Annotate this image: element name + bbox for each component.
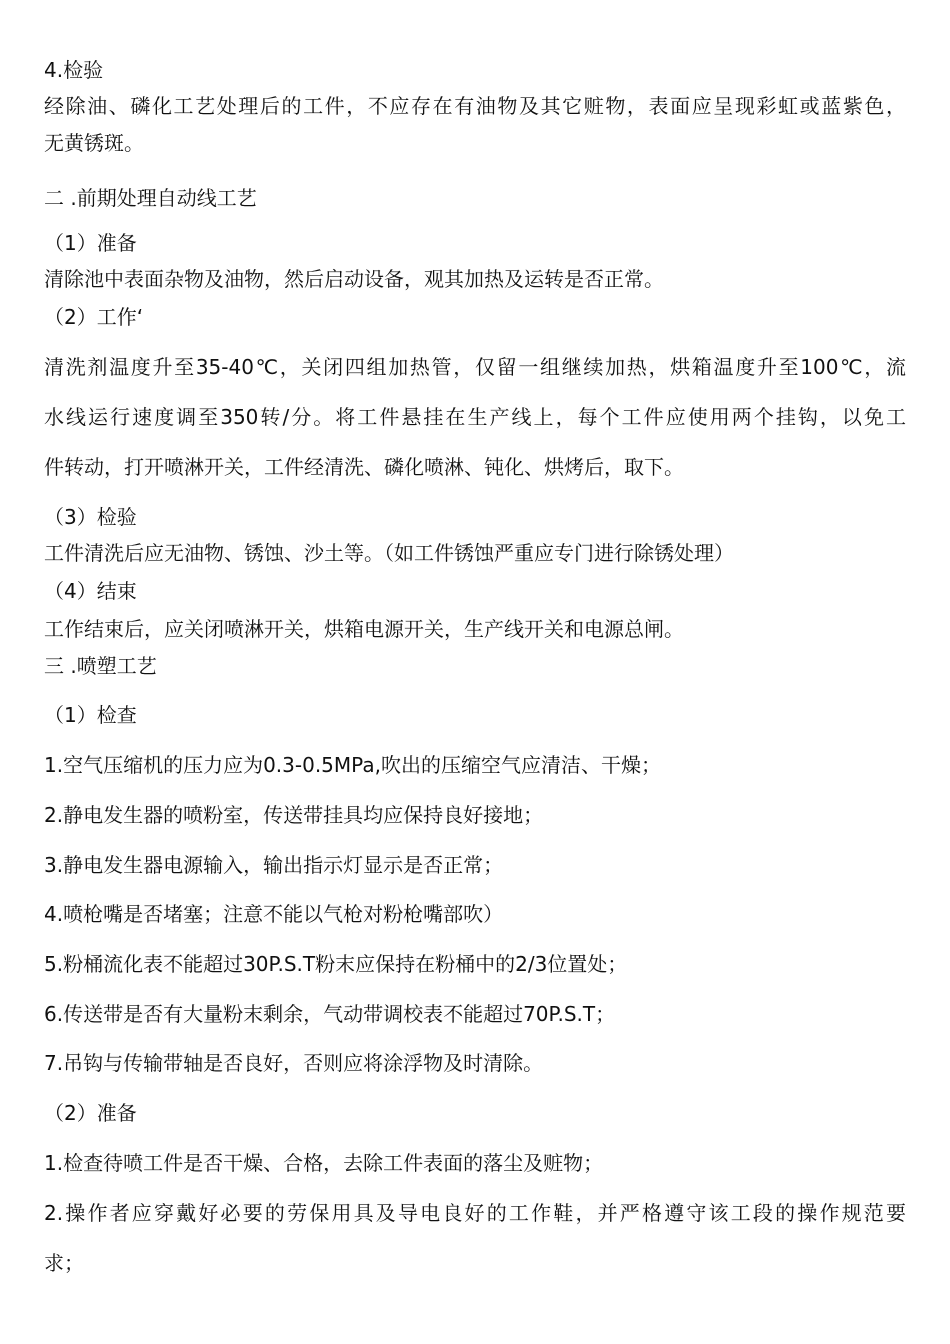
section-heading-spray: 三 .喷塑工艺	[44, 654, 157, 678]
paragraph-text: 工件清洗后应无油物、锈蚀、沙土等。（如工件锈蚀严重应专门进行除锈处理）	[44, 541, 734, 565]
paragraph-text: 无黄锈斑。	[44, 131, 144, 155]
paragraph-text: 经除油、磷化工艺处理后的工件，不应存在有油物及其它赃物，表面应呈现彩虹或蓝紫色，	[44, 94, 906, 118]
subheading-finish: （4）结束	[44, 579, 137, 603]
section-heading-pretreatment: 二 .前期处理自动线工艺	[44, 186, 257, 210]
list-item: 1.空气压缩机的压力应为0.3-0.5MPa,吹出的压缩空气应清洁、干燥；	[44, 753, 661, 777]
list-item: 3.静电发生器电源输入，输出指示灯显示是否正常；	[44, 853, 504, 877]
list-item: 2.操作者应穿戴好必要的劳保用具及导电良好的工作鞋，并严格遵守该工段的操作规范要	[44, 1201, 906, 1225]
paragraph-text: 件转动，打开喷淋开关，工件经清洗、磷化喷淋、钝化、烘烤后，取下。	[44, 455, 684, 479]
paragraph-text: 清洗剂温度升至35-40℃，关闭四组加热管，仅留一组继续加热，烘箱温度升至100℃，流	[44, 355, 906, 379]
list-item: 6.传送带是否有大量粉末剩余，气动带调校表不能超过70P.S.T；	[44, 1002, 616, 1026]
list-item: 4.喷枪嘴是否堵塞；注意不能以气枪对粉枪嘴部吹）	[44, 902, 504, 926]
subheading-work: （2）工作‘	[44, 305, 144, 329]
list-item: 2.静电发生器的喷粉室，传送带挂具均应保持良好接地；	[44, 803, 544, 827]
heading-inspection: 4.检验	[44, 58, 104, 82]
list-item: 求；	[44, 1251, 84, 1275]
subheading-check: （1）检查	[44, 703, 137, 727]
subheading-prepare: （1）准备	[44, 231, 137, 255]
list-item: 1.检查待喷工件是否干燥、合格，去除工件表面的落尘及赃物；	[44, 1151, 604, 1175]
list-item: 7.吊钩与传输带轴是否良好，否则应将涂浮物及时清除。	[44, 1051, 544, 1075]
subheading-inspect: （3）检验	[44, 505, 137, 529]
subheading-prepare-2: （2）准备	[44, 1101, 137, 1125]
paragraph-text: 水线运行速度调至350转/分。将工件悬挂在生产线上，每个工件应使用两个挂钩，以免工	[44, 405, 906, 429]
paragraph-text: 清除池中表面杂物及油物，然后启动设备，观其加热及运转是否正常。	[44, 267, 664, 291]
paragraph-text: 工作结束后，应关闭喷淋开关，烘箱电源开关，生产线开关和电源总闸。	[44, 617, 684, 641]
list-item: 5.粉桶流化表不能超过30P.S.T粉末应保持在粉桶中的2/3位置处；	[44, 952, 628, 976]
